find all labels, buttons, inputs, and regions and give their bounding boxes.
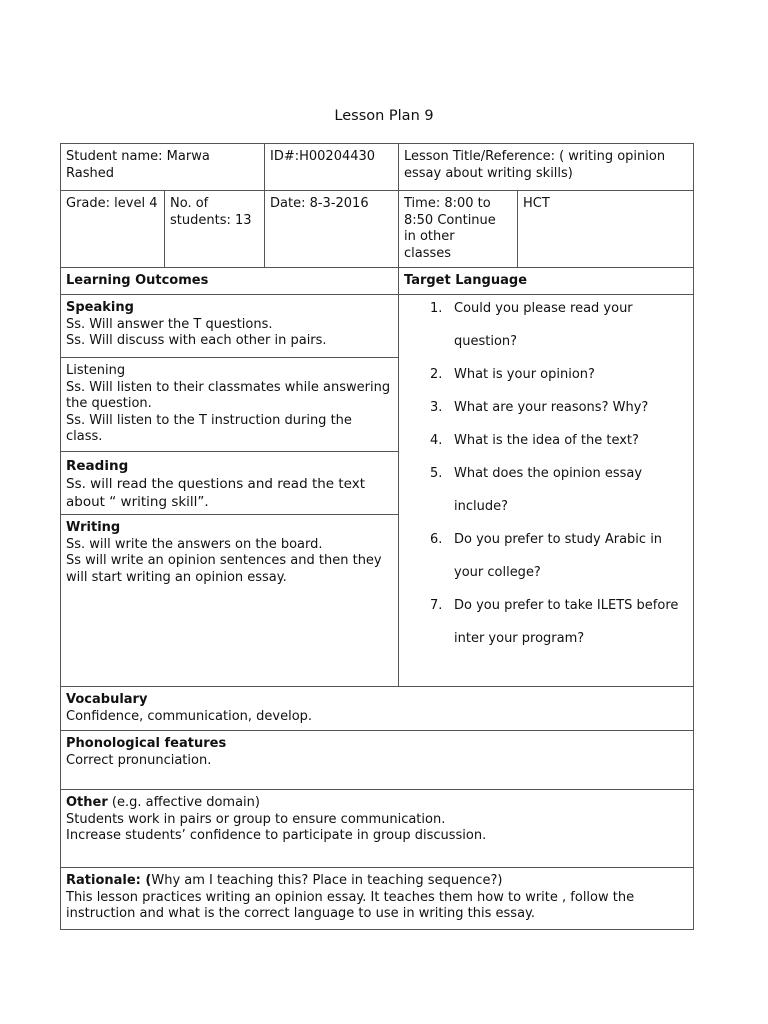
question-item-3: 3. What are your reasons? Why? — [430, 400, 649, 415]
student-name-cell: Student name: Marwa Rashed — [66, 149, 210, 181]
question-item-6-cont: your college? — [454, 565, 541, 580]
lesson-title-cell: Lesson Title/Reference: ( writing opinion essay about writing skills) — [404, 149, 666, 181]
question-item-7-cont: inter your program? — [454, 631, 585, 646]
learning-outcomes-heading: Learning Outcomes — [66, 273, 209, 288]
reading-section — [61, 452, 398, 511]
writing-section — [61, 515, 398, 586]
page-title: Lesson Plan 9 — [334, 108, 434, 124]
target-language-heading: Target Language — [404, 273, 528, 288]
listening-section — [61, 358, 398, 446]
listening-line: Ss. Will listen to their classmates while answering the question. — [66, 379, 391, 411]
other-line: Students work in pairs or group to ensure communication. — [66, 811, 446, 827]
speaking-title: Speaking — [66, 300, 134, 315]
speaking-section — [61, 295, 398, 350]
place-cell: HCT — [523, 196, 550, 211]
date-cell: Date: 8-3-2016 — [270, 196, 369, 211]
other-line: Increase students’ confidence to participate in group discussion. — [66, 828, 487, 843]
vocabulary-section — [61, 687, 694, 725]
rationale-section — [61, 868, 694, 923]
writing-line: Ss. will write the answers on the board. — [66, 536, 323, 552]
vocabulary-text: Confidence, communication, develop. — [66, 708, 313, 724]
phonological-text: Correct pronunciation. — [66, 752, 212, 768]
writing-title: Writing — [66, 520, 121, 535]
question-item-5-cont: include? — [454, 499, 508, 514]
question-item-6: 6. Do you prefer to study Arabic in — [430, 532, 663, 547]
student-id-cell: ID#:H00204430 — [270, 149, 376, 164]
question-item-1-cont: question? — [454, 334, 518, 349]
question-item-1: 1. Could you please read your — [430, 301, 633, 316]
reading-title: Reading — [66, 458, 129, 474]
other-note: (e.g. affective domain) — [107, 795, 260, 810]
rationale-note: Why am I teaching this? Place in teaching sequence?) — [151, 873, 503, 888]
vocabulary-title: Vocabulary — [66, 692, 148, 707]
reading-line: Ss. will read the questions and read the text about “ writing skill”. — [66, 476, 366, 510]
time-cell: Time: 8:00 to 8:50 Continue in other classes — [404, 196, 496, 261]
other-title: Other — [66, 795, 108, 810]
listening-title: Listening — [66, 363, 126, 378]
question-item-4: 4. What is the idea of the text? — [430, 433, 639, 448]
phonological-section — [61, 731, 694, 769]
students-count-cell: No. of students: 13 — [170, 196, 252, 228]
writing-line: Ss will write an opinion sentences and then they will start writing an opinion essay. — [66, 553, 382, 585]
phonological-title: Phonological features — [66, 736, 227, 751]
speaking-line: Ss. Will discuss with each other in pairs. — [66, 333, 327, 348]
question-item-7: 7. Do you prefer to take ILETS before — [430, 598, 679, 613]
target-language-list — [399, 292, 694, 655]
speaking-line: Ss. Will answer the T questions. — [66, 316, 273, 332]
grade-cell: Grade: level 4 — [66, 196, 158, 211]
question-item-2: 2. What is your opinion? — [430, 367, 595, 382]
rationale-text: This lesson practices writing an opinion essay. It teaches them how to write , follow the instruction and what is the correct language to use in writing this essay. — [66, 889, 635, 921]
other-section — [61, 790, 694, 845]
listening-line: Ss. Will listen to the T instruction during the class. — [66, 412, 352, 444]
rationale-title: Rationale: ( — [66, 873, 152, 888]
question-item-5: 5. What does the opinion essay — [430, 466, 643, 481]
